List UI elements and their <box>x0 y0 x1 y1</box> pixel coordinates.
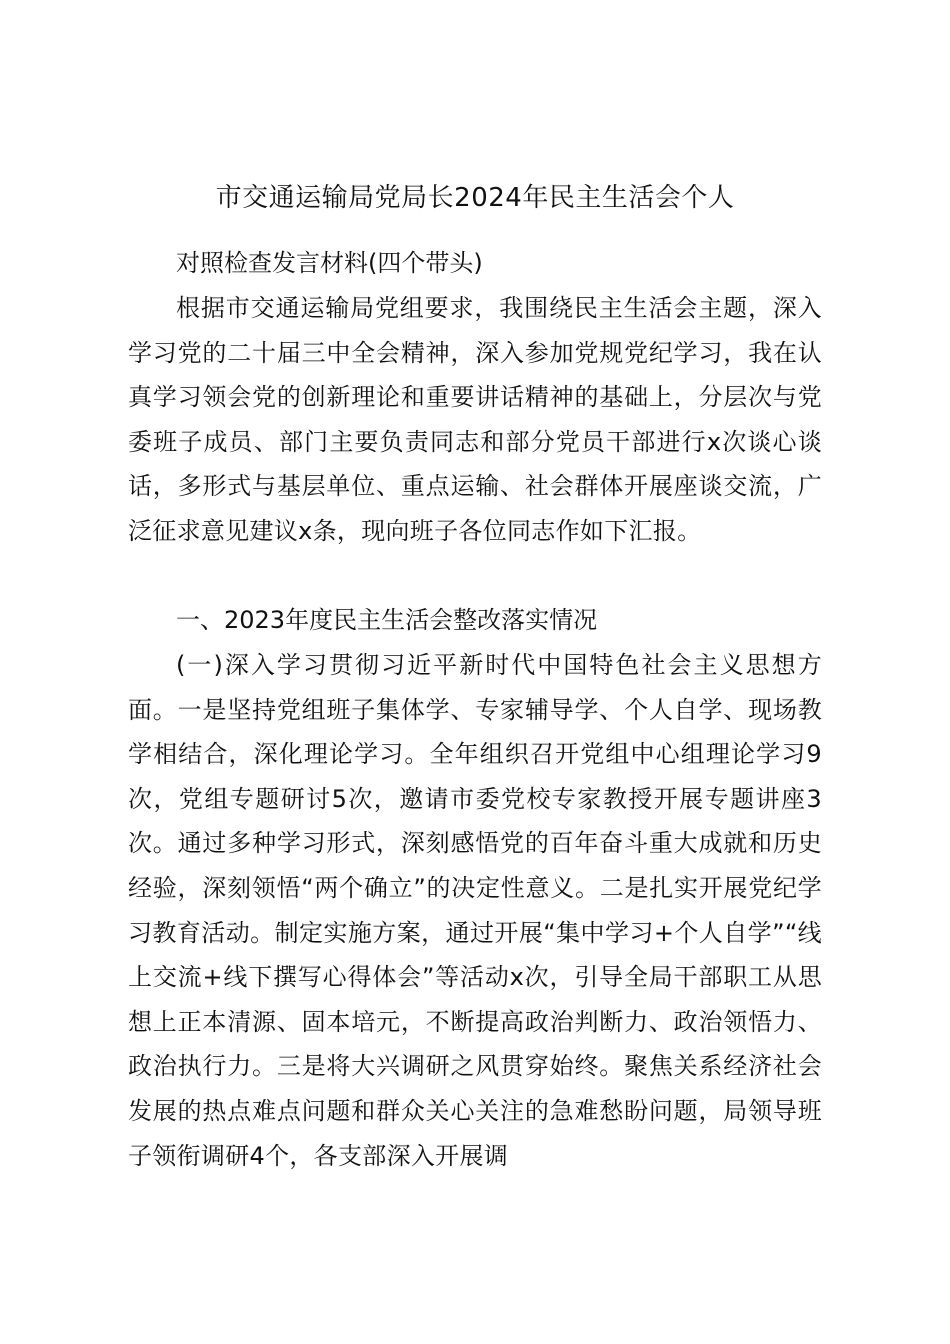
document-title: 市交通运输局党局长2024年民主生活会个人 <box>215 183 735 213</box>
intro-paragraph: 根据市交通运输局党组要求，我围绕民主生活会主题，深入学习党的二十届三中全会精神，深入参加党规党纪学习，我在认真学习领会党的创新理论和重要讲话精神的基础上，分层次与党委班子成员、部门主要负责同志和部分党员干部进行x次谈心谈话，多形式与基层单位、重点运输、社会群体开展座谈交流，广泛征求意见建议x条，现向班子各位同志作如下汇报。 <box>128 294 822 545</box>
section-paragraph: (一)深入学习贯彻习近平新时代中国特色社会主义思想方面。一是坚持党组班子集体学、专家辅导学、个人自学、现场教学相结合，深化理论学习。全年组织召开党组中心组理论学习9次，党组专题研讨5次，邀请市委党校专家教授开展专题讲座3次。通过多种学习形式，深刻感悟党的百年奋斗重大成就和历史经验，深刻领悟“两个确立”的决定性意义。二是扎实开展党纪学习教育活动。制定实施方案，通过开展“集中学习+个人自学”“线上交流+线下撰写心得体会”等活动x次，引导全局干部职工从思想上正本清源、固本培元，不断提高政治判断力、政治领悟力、政治执行力。三是将大兴调研之风贯穿始终。聚焦关系经济社会发展的热点难点问题和群众关心关注的急难愁盼问题，局领导班子领衔调研4个，各支部深入开展调 <box>128 651 822 1170</box>
section-body <box>128 643 822 1178</box>
intro-section <box>128 286 822 554</box>
document-subtitle: 对照检查发言材料(四个带头) <box>176 249 483 277</box>
section-heading: 一、2023年度民主生活会整改落实情况 <box>176 606 598 634</box>
